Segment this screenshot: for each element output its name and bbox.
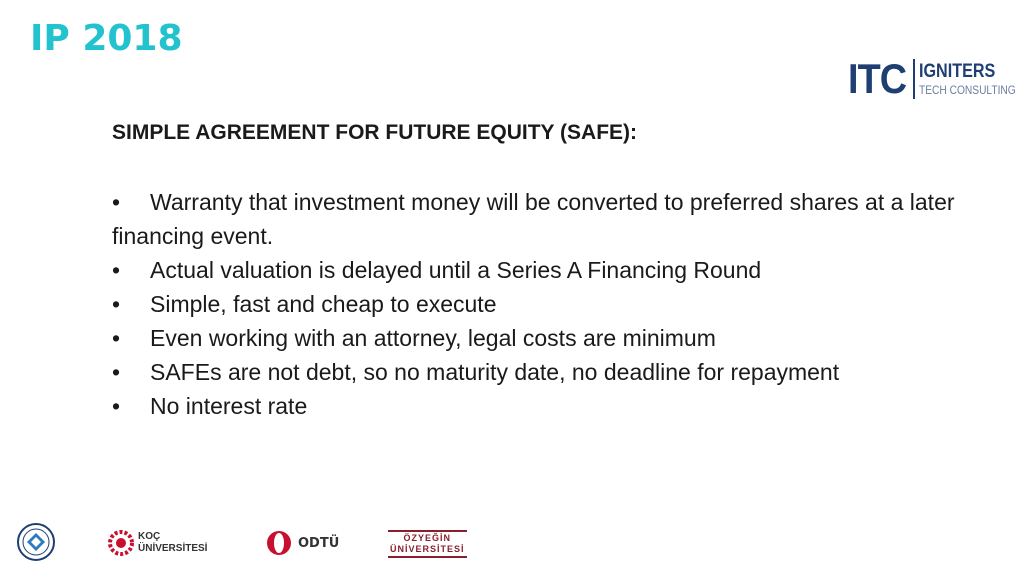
bullet-dot: • (112, 291, 121, 317)
koc-sub: ÜNİVERSİTESİ (138, 543, 208, 554)
itc-wordmark (919, 62, 1024, 96)
bullet-dot: • (112, 189, 121, 215)
odtu-name: ODTÜ (298, 535, 340, 551)
footer-logos (0, 520, 520, 570)
bullet-dot: • (112, 393, 121, 419)
bullet-item (112, 321, 1020, 355)
bogazici-seal-icon (16, 522, 56, 562)
itc-mark: ITC (848, 55, 907, 102)
bullet-item (112, 253, 1020, 287)
bullet-text: No interest rate (150, 393, 308, 419)
bullet-item (112, 287, 1020, 321)
itc-company-name: IGNITERS (918, 61, 995, 82)
ozyegin-logo (388, 530, 467, 558)
itc-logo (848, 56, 1024, 102)
bullet-text: SAFEs are not debt, so no maturity date, no deadline for repayment (150, 359, 840, 385)
bullet-text: Even working with an attorney, legal costs are minimum (150, 325, 716, 351)
bogazici-seal (16, 522, 56, 562)
bullet-text: Actual valuation is delayed until a Series A Financing Round (150, 257, 762, 283)
bullet-list (112, 185, 1020, 423)
bullet-dot: • (112, 257, 121, 283)
bullet-item (112, 355, 1020, 389)
slide-title: SIMPLE AGREEMENT FOR FUTURE EQUITY (SAFE): (112, 121, 638, 144)
bullet-text: Simple, fast and cheap to execute (150, 291, 497, 317)
koc-name: KOÇ (138, 531, 161, 542)
itc-company-sub: TECH CONSULTING (918, 83, 1016, 97)
koc-logo (108, 530, 207, 556)
ozyegin-sub: ÜNİVERSİTESİ (390, 544, 465, 554)
event-logo: IP 2018 (30, 18, 183, 59)
ozyegin-name: ÖZYEĞİN (403, 533, 452, 543)
bullet-dot: • (112, 359, 121, 385)
bullet-text: Warranty that investment money will be converted to preferred shares at a later financing event. (112, 189, 955, 249)
koc-emblem-icon (108, 530, 134, 556)
odtu-emblem-icon (266, 530, 292, 556)
odtu-logo (266, 530, 339, 556)
bullet-dot: • (112, 325, 121, 351)
logo-divider (913, 59, 915, 99)
bullet-item (112, 185, 1020, 253)
bullet-item (112, 389, 1020, 423)
